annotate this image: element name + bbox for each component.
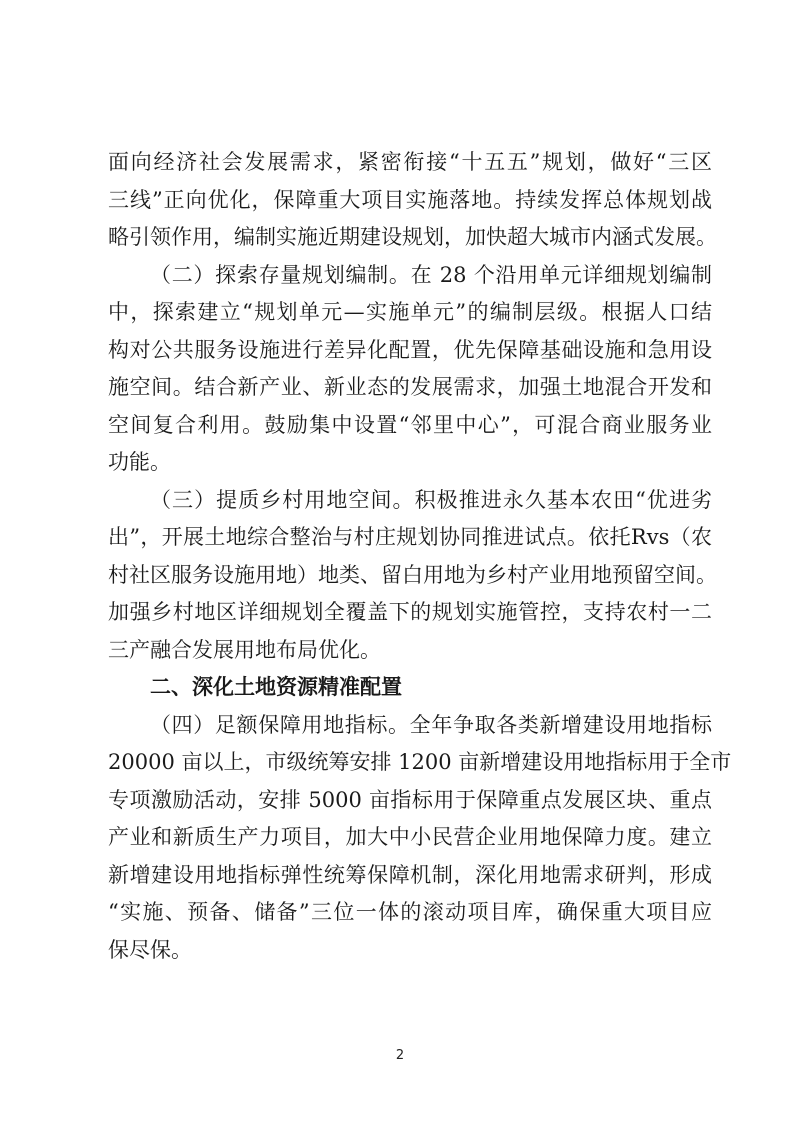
text-line: 面向经济社会发展需求，紧密衔接“十五五”规划，做好“三区	[108, 150, 712, 174]
text-line: （三）提质乡村用地空间。积极推进永久基本农田“优进劣	[150, 487, 712, 512]
text-line: 村社区服务设施用地）地类、留白用地为乡村产业用地预留空间。	[108, 562, 717, 587]
section-heading-text: 二、深化土地资源精准配置	[150, 675, 402, 699]
text-line: 构对公共服务设施进行差异化配置，优先保障基础设施和急用设	[108, 337, 712, 362]
paragraph-continuation	[108, 144, 717, 257]
text-line: “实施、预备、储备”三位一体的滚动项目库，确保重大项目应	[108, 900, 712, 924]
page-number: 2	[395, 1048, 405, 1063]
text-line: 空间复合利用。鼓励集中设置“邻里中心”，可混合商业服务业	[108, 412, 712, 437]
text-line: 产业和新质生产力项目，加大中小民营企业用地保障力度。建立	[108, 825, 712, 849]
text-line: 出”，开展土地综合整治与村庄规划协同推进试点。依托Rvs（农	[108, 525, 712, 549]
paragraph-land-quota	[108, 707, 732, 970]
paragraph-stock-planning	[108, 257, 712, 482]
text-line: （四）足额保障用地指标。全年争取各类新增建设用地指标	[150, 712, 712, 737]
text-line: 新增建设用地指标弹性统筹保障机制，深化用地需求研判，形成	[108, 862, 712, 887]
text-line: 专项激励活动，安排 5000 亩指标用于保障重点发展区块、重点	[108, 787, 712, 812]
text-line: 三线”正向优化，保障重大项目实施落地。持续发挥总体规划战	[108, 187, 712, 212]
text-line: 加强乡村地区详细规划全覆盖下的规划实施管控，支持农村一二	[108, 600, 712, 624]
text-line: （二）探索存量规划编制。在 28 个沿用单元详细规划编制	[150, 262, 712, 287]
paragraph-rural-land	[108, 482, 717, 670]
text-line: 施空间。结合新产业、新业态的发展需求，加强土地混合开发和	[108, 375, 712, 399]
text-line: 三产融合发展用地布局优化。	[108, 637, 381, 662]
text-line: 保尽保。	[108, 937, 192, 962]
section-heading	[108, 669, 712, 707]
text-line: 功能。	[108, 450, 171, 474]
document-body	[108, 144, 732, 969]
text-line: 中，探索建立“规划单元—实施单元”的编制层级。根据人口结	[108, 300, 712, 324]
text-line: 略引领作用，编制实施近期建设规划，加快超大城市内涵式发展。	[108, 225, 717, 249]
text-line: 20000 亩以上，市级统筹安排 1200 亩新增建设用地指标用于全市	[108, 750, 732, 774]
